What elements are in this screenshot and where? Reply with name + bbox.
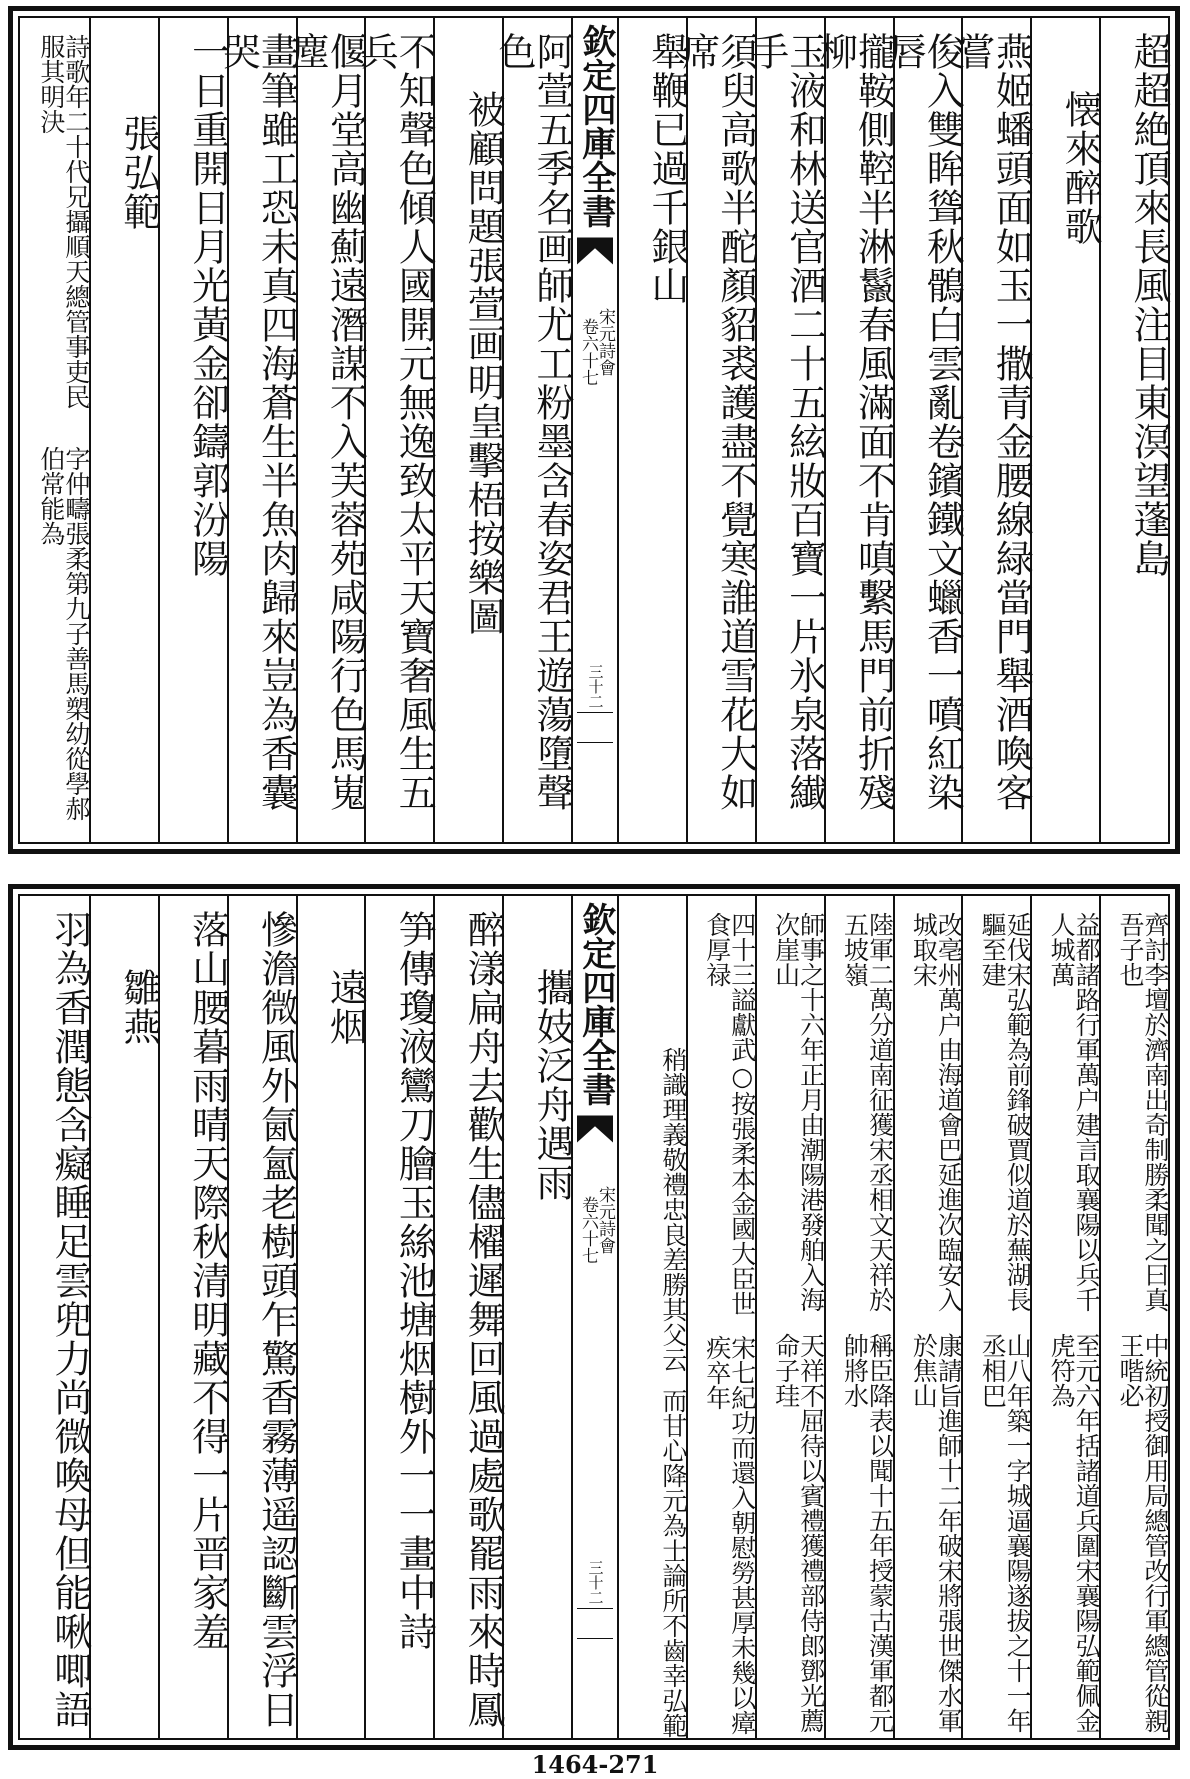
upper-column <box>285 18 368 842</box>
lower-annotation-subcolumn: 齊討李壇於濟南出奇制勝柔聞之曰真吾子也 <box>1116 912 1170 1312</box>
upper-verse-text: 舉鞭已過千銀山 <box>644 32 689 305</box>
upper-column <box>216 18 299 842</box>
upper-column <box>1099 18 1171 842</box>
upper-verse-text: 阿萱五季名画師尤工粉墨含春姿君王遊蕩墮聲色 <box>492 32 574 812</box>
upper-center-heart-column <box>571 18 617 842</box>
fishtail-mark-icon <box>577 236 613 266</box>
upper-column <box>813 18 896 842</box>
lower-heart-juan: 卷六十七 <box>578 1196 598 1264</box>
lower-annotation-subcolumn: 宋七紀功而還入朝慰勞甚厚未幾以瘴疾卒年 <box>702 1334 757 1735</box>
upper-verse-text: 偃月堂高幽薊遠潛謀不入芙蓉苑咸陽行色馬嵬塵 <box>285 32 368 812</box>
upper-heart-juan: 卷六十七 <box>578 318 598 386</box>
lower-annotation-subcolumn: 陸軍二萬分道南征獲宋丞相文天祥於五坡嶺 <box>840 912 895 1312</box>
lower-annotation-subcolumn: 延伐宋弘範為前鋒破賈似道於蕪湖長驅至建 <box>978 912 1033 1312</box>
upper-column <box>89 18 161 842</box>
lower-annotation-subcolumn: 師事之十六年正月由潮陽港發舶入海次崖山 <box>771 912 826 1312</box>
lower-column <box>364 896 437 1738</box>
lower-column <box>824 896 893 1738</box>
upper-annotation-subcolumn: 詩歌年二十代兄攝順天總管事吏民服其明決 <box>36 34 91 409</box>
lower-column <box>20 896 92 1738</box>
lower-heart-rule <box>577 1638 613 1639</box>
upper-annotation-subcolumn: 字仲疇張柔第九子善馬槊幼從學郝伯常能為 <box>36 446 91 821</box>
lower-annotation-subcolumn: 天祥不屈待以賓禮獲禮部侍郎鄧光薦命子珪 <box>771 1333 826 1733</box>
upper-verse-text: 燕姬蟠頭面如玉一撒青金腰線緑當門舉酒喚客嘗 <box>951 32 1034 812</box>
upper-verse-text: 須臾高歌半酡顏貂裘護盡不覺寒誰道雪花大如席 <box>675 32 758 812</box>
lower-heading-text: 攜妓泛舟遇雨 <box>530 968 574 1202</box>
upper-verse-text: 攏鞍側鞚半淋鬣春風滿面不肯嗔繫馬門前折殘柳 <box>813 32 896 812</box>
lower-annotation-subcolumn: 改亳州萬户由海道會巴延進次臨安入城取宋 <box>909 912 964 1312</box>
upper-page-frame <box>8 6 1180 854</box>
upper-heading-text: 張弘範 <box>116 114 161 231</box>
lower-heart-title: 欽定四庫全書 <box>575 902 616 1106</box>
upper-column <box>433 18 506 842</box>
lower-heart-page-number: 三十二 <box>586 1560 605 1605</box>
upper-column <box>951 18 1034 842</box>
upper-column <box>675 18 758 842</box>
lower-annotation-subcolumn: 四十三謚獻武○按張柔本金國大臣世食厚禄 <box>702 912 757 1316</box>
upper-column <box>20 18 89 842</box>
lower-annotation-subcolumn: 至元六年括諸道兵圍宋襄陽弘範佩金虎符為 <box>1047 1333 1102 1733</box>
lower-column <box>502 896 574 1738</box>
lower-heading-text: 遠烟 <box>323 968 368 1046</box>
lower-column <box>433 896 506 1738</box>
lower-column <box>89 896 161 1738</box>
lower-column <box>1099 896 1168 1738</box>
upper-column <box>158 18 230 842</box>
lower-page-inner-border <box>18 894 1170 1740</box>
upper-verse-text: 超超絶頂來長風注目東溟望蓬島 <box>1127 32 1171 578</box>
upper-heading-text: 懐來醉歌 <box>1058 90 1103 246</box>
lower-verse-text: 落山腰暮雨晴天際秋清明藏不得一片晋家羞 <box>185 910 230 1651</box>
upper-column <box>882 18 965 842</box>
upper-verse-text: 不知聲色傾人國開元無逸致太平天寶奢風生五兵 <box>354 32 437 812</box>
upper-heart-page-number: 三十二 <box>586 664 605 709</box>
lower-column <box>961 896 1033 1738</box>
upper-heading-text: 被顧問題張萱画明皇擊梧按樂圖 <box>461 90 506 636</box>
lower-annotation-subcolumn: 而甘心降元為士論所不齒幸弘範 <box>658 1388 688 1738</box>
upper-column <box>744 18 827 842</box>
lower-column <box>1030 896 1102 1738</box>
upper-column <box>1030 18 1103 842</box>
lower-annotation-subcolumn: 山八年築一字城逼襄陽遂拔之十一年丞相巴 <box>978 1333 1033 1733</box>
upper-verse-text: 玉液和林送官酒二十五絃妝百寶一片氷泉落纎手 <box>744 32 827 812</box>
upper-verse-text: 一日重開日月光黃金卻鑄郭汾陽 <box>185 32 230 578</box>
upper-verse-text: 俊入雙眸聳秋鶻白雲亂卷鑌鐵文蠟香一噴紅染唇 <box>882 32 965 812</box>
lower-annotation-subcolumn: 益都諸路行軍萬户建言取襄陽以兵千人城萬 <box>1047 912 1102 1312</box>
lower-annotation-subcolumn: 中統初授御用局總管改行軍總管從親王喈必 <box>1116 1333 1170 1733</box>
lower-verse-text: 笋傳瓊液鸞刀膾玉絲池塘烟樹外一一畫中詩 <box>392 910 437 1651</box>
lower-verse-text: 醉漾扁舟去歡生儘櫂遲舞回風過處歌罷雨來時鳳 <box>461 910 506 1729</box>
upper-heart-rule <box>577 742 613 743</box>
upper-heart-book-title: 宋元詩會 <box>595 308 615 376</box>
lower-heart-rule <box>577 1608 613 1609</box>
lower-annotation-subcolumn: 稱臣降表以聞十五年授蒙古漢軍都元帥將水 <box>840 1333 895 1733</box>
lower-column <box>755 896 824 1738</box>
upper-verse-text: 畫筆雖工恐未真四海蒼生半魚肉歸來豈為香囊哭 <box>216 32 299 812</box>
lower-column <box>158 896 230 1738</box>
lower-heart-book-title: 宋元詩會 <box>595 1186 615 1254</box>
lower-page-frame <box>8 884 1180 1750</box>
lower-column <box>617 896 686 1738</box>
lower-center-heart-column <box>571 896 617 1738</box>
lower-annotation-subcolumn: 稍識理義敬禮忠良差勝其父云 <box>658 1047 688 1372</box>
lower-verse-text: 羽為香潤態含癡睡足雲兜力尚微喚母但能啾唧語 <box>47 910 92 1729</box>
page-number: 1464-271 <box>531 1750 659 1779</box>
lower-annotation-subcolumn: 康請旨進師十二年破宋將張世傑水軍於焦山 <box>909 1333 964 1733</box>
lower-column <box>296 896 368 1738</box>
upper-heart-rule <box>577 712 613 713</box>
upper-heart-title: 欽定四庫全書 <box>575 24 616 228</box>
lower-column <box>686 896 755 1738</box>
upper-column <box>492 18 574 842</box>
upper-page-inner-border <box>18 16 1170 844</box>
lower-verse-text: 慘澹微風外氤氳老樹頭乍驚香霧薄遥認斷雲浮日 <box>254 910 299 1729</box>
lower-heading-text: 雛燕 <box>116 968 161 1046</box>
lower-column <box>227 896 299 1738</box>
upper-column <box>617 18 689 842</box>
lower-column <box>893 896 962 1738</box>
upper-column <box>354 18 437 842</box>
fishtail-mark-icon <box>577 1114 613 1144</box>
